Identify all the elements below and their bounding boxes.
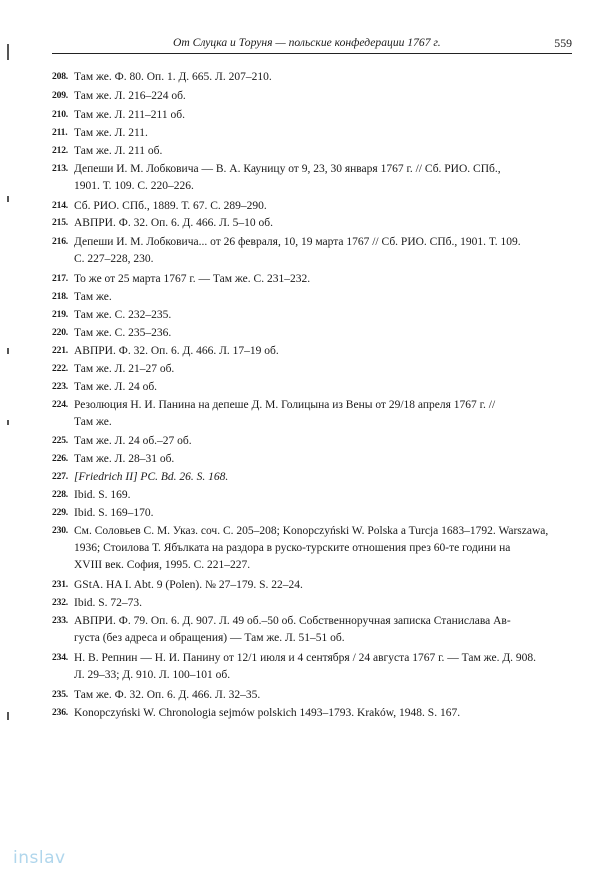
note-number: 234.	[52, 652, 68, 663]
note-number: 233.	[52, 615, 68, 626]
note-text: Н. В. Репнин — Н. И. Панину от 12/1 июля и 4 сентября / 24 августа 1767 г. — Там же. Д. 908. Л. 29–33; Д. 910. Л. 100–101 об.	[74, 652, 537, 681]
watermark: inslav	[13, 848, 66, 868]
note-text: Там же. Л. 24 об.–27 об.	[74, 435, 192, 447]
note-text: Депеши И. М. Лобковича — В. А. Кауницу от 9, 23, 30 января 1767 г. // Сб. РИО. СПб., 1901. Т. 109. С. 220–226.	[74, 163, 501, 192]
note-number: 218.	[52, 291, 68, 302]
note-number: 230.	[52, 525, 68, 536]
note-number: 224.	[52, 399, 68, 410]
note-number: 209.	[52, 90, 68, 101]
note-text: АВПРИ. Ф. 32. Оп. 6. Д. 466. Л. 17–19 об.	[74, 345, 279, 357]
note-text: АВПРИ. Ф. 32. Оп. 6. Д. 466. Л. 5–10 об.	[74, 217, 274, 229]
scan-mark	[7, 348, 9, 354]
note-number: 210.	[52, 109, 68, 120]
scan-mark	[7, 44, 9, 60]
note-number: 228.	[52, 489, 68, 500]
note-text: То же от 25 марта 1767 г. — Там же. С. 231–232.	[74, 273, 311, 285]
note-number: 208.	[52, 71, 68, 82]
note-number: 235.	[52, 689, 68, 700]
note-number: 236.	[52, 707, 68, 718]
note-number: 219.	[52, 309, 68, 320]
note-number: 220.	[52, 327, 68, 338]
note-number: 232.	[52, 597, 68, 608]
note-text: GStA. HA I. Abt. 9 (Polen). № 27–179. S. 22–24.	[74, 579, 303, 591]
note-number: 223.	[52, 381, 68, 392]
note-number: 222.	[52, 363, 68, 374]
note-text: [Friedrich II] PC. Bd. 26. S. 168.	[74, 471, 229, 483]
note-number: 231.	[52, 579, 68, 590]
note-text: Там же.	[74, 291, 112, 303]
note-number: 216.	[52, 236, 68, 247]
note-number: 217.	[52, 273, 68, 284]
note-text: Там же. Л. 211–211 об.	[74, 109, 185, 121]
note-text: Там же. Л. 211 об.	[74, 145, 163, 157]
note-text: Ibid. S. 169–170.	[74, 507, 154, 519]
note-text: Резолюция Н. И. Панина на депеше Д. М. Голицына из Вены от 29/18 апреля 1767 г. // Там же.	[74, 399, 496, 428]
note-number: 225.	[52, 435, 68, 446]
note-number: 229.	[52, 507, 68, 518]
note-number: 226.	[52, 453, 68, 464]
running-header	[52, 36, 572, 54]
note-text: Депеши И. М. Лобковича... от 26 февраля, 10, 19 марта 1767 // Сб. РИО. СПб., 1901. Т. 109. С. 227–228, 230.	[74, 236, 521, 265]
note-text: Там же. Ф. 32. Оп. 6. Д. 466. Л. 32–35.	[74, 689, 261, 701]
note-number: 221.	[52, 345, 68, 356]
scan-mark	[7, 196, 9, 202]
note-text: Там же. Л. 211.	[74, 127, 148, 139]
scan-mark	[7, 712, 9, 720]
note-number: 211.	[52, 127, 68, 138]
note-text: Там же. Л. 21–27 об.	[74, 363, 175, 375]
note-number: 227.	[52, 471, 68, 482]
note-text: Там же. Л. 216–224 об.	[74, 90, 186, 102]
running-title: От Слуцка и Торуня — польские конфедерации 1767 г.	[173, 36, 441, 49]
scan-mark	[7, 420, 9, 425]
note-text: Ibid. S. 169.	[74, 489, 131, 501]
note-text: Там же. Л. 24 об.	[74, 381, 158, 393]
note-text: См. Соловьев С. М. Указ. соч. С. 205–208; Konopczyński W. Polska a Turcja 1683–1792. Warszawa, 1936; Стоилова Т. Ябълката на раздора в руско-турските отношения през 60-те години на XVIII век. София, 1995. С. 221–227.	[74, 525, 549, 571]
note-text: Там же. С. 232–235.	[74, 309, 172, 321]
note-text: Konopczyński W. Chronologia sejmów polskich 1493–1793. Kraków, 1948. S. 167.	[74, 707, 461, 719]
page-number: 559	[554, 36, 572, 50]
note-text: Там же. Ф. 80. Оп. 1. Д. 665. Л. 207–210.	[74, 71, 272, 83]
note-text: Там же. С. 235–236.	[74, 327, 172, 339]
note-number: 213.	[52, 163, 68, 174]
note-text: Сб. РИО. СПб., 1889. Т. 67. С. 289–290.	[74, 200, 267, 212]
note-number: 215.	[52, 217, 68, 228]
note-text: АВПРИ. Ф. 79. Оп. 6. Д. 907. Л. 49 об.–50 об. Собственноручная записка Станислава Ав- густа (без адреса и обращения) — Там же. Л. 51–51 об.	[74, 615, 511, 644]
note-number: 214.	[52, 200, 68, 211]
note-text: Ibid. S. 72–73.	[74, 597, 143, 609]
note-number: 212.	[52, 145, 68, 156]
note-text: Там же. Л. 28–31 об.	[74, 453, 175, 465]
